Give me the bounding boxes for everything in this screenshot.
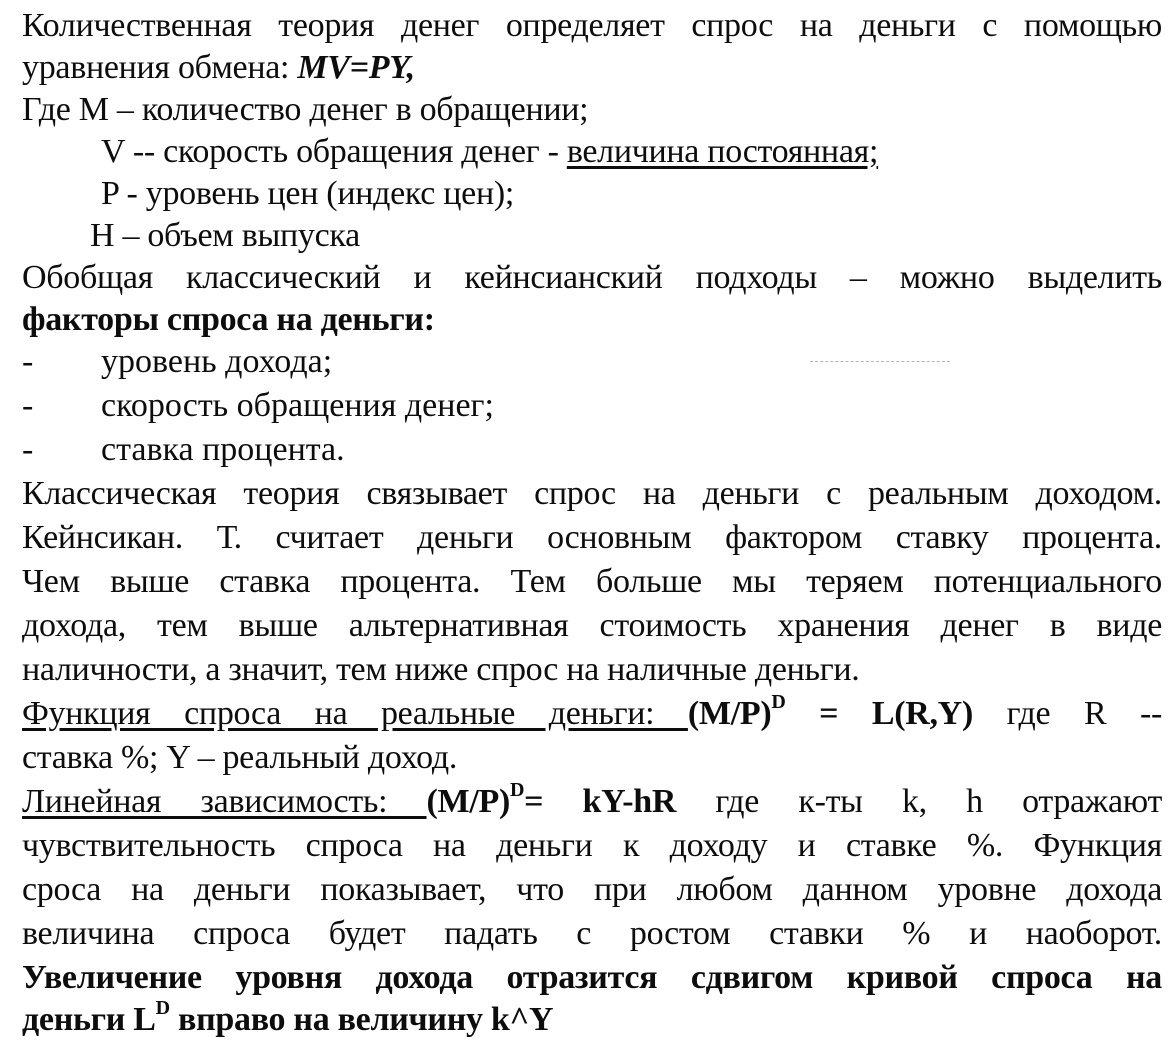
definition-p: P - уровень цен (индекс цен);	[101, 175, 515, 212]
list-item-text: ставка процента.	[101, 431, 345, 468]
underlined-heading: Линейная зависимость:	[22, 783, 427, 820]
dash-marker: -	[22, 343, 34, 380]
paragraph-line-15: дохода, тем выше альтернативная стоимость хранения денег в виде	[22, 607, 1162, 644]
factors-heading: факторы спроса на деньги:	[22, 301, 435, 338]
formula: $(M/P)^D= kY-hR$	[426, 778, 677, 820]
paragraph-line-2: уравнения обмена: MV=PY,	[22, 49, 415, 86]
list-item-text: скорость обращения денег;	[101, 387, 494, 424]
definition-v: V -- скорость обращения денег - величина постоянная;	[101, 133, 879, 170]
definition-h: H – объем выпуска	[90, 217, 360, 254]
paragraph-line-24: деньги $L^D$ вправо на величину k^Y	[22, 996, 554, 1038]
paragraph-line-18: ставка %; Y – реальный доход.	[22, 739, 458, 776]
underlined-constant: величина постоянная;	[566, 133, 879, 170]
formula: $(M/P)^D = L(R,Y)$	[687, 690, 973, 732]
demand-function-line: Функция спроса на реальные деньги: $(M/P)^D = L(R,Y)$ где R --	[22, 690, 1162, 732]
definition-m: Где M – количество денег в обращении;	[22, 91, 589, 128]
paragraph-line-23: Увеличение уровня дохода отразится сдвигом кривой спроса на	[22, 959, 1162, 996]
exchange-equation: MV=PY,	[297, 49, 415, 86]
linear-dependency-line: Линейная зависимость: $(M/P)^D= kY-hR$ где к-ты k, h отражают	[22, 778, 1162, 820]
paragraph-line-7: Обобщая классический и кейнсианский подходы – можно выделить	[22, 259, 1162, 296]
list-item-text: уровень дохода;	[101, 343, 333, 380]
underlined-heading: Функция спроса на реальные деньги:	[22, 695, 688, 732]
paragraph-line-1: Количественная теория денег определяет спрос на деньги с помощью	[22, 7, 1162, 44]
paragraph-line-20: чувствительность спроса на деньги к доходу и ставке %. Функция	[22, 827, 1162, 864]
dash-marker: -	[22, 431, 34, 468]
paragraph-line-12: Классическая теория связывает спрос на деньги с реальным доходом.	[22, 475, 1162, 512]
paragraph-line-22: величина спроса будет падать с ростом ставки % и наоборот.	[22, 915, 1162, 952]
paragraph-line-14: Чем выше ставка процента. Тем больше мы теряем потенциального	[22, 563, 1162, 600]
dash-marker: -	[22, 387, 34, 424]
paragraph-line-21: сроса на деньги показывает, что при любом данном уровне дохода	[22, 871, 1162, 908]
paragraph-line-13: Кейнсикан. Т. считает деньги основным фактором ставку процента.	[22, 519, 1162, 556]
stray-mark	[810, 361, 950, 362]
paragraph-line-16: наличности, а значит, тем ниже спрос на наличные деньги.	[22, 651, 860, 688]
